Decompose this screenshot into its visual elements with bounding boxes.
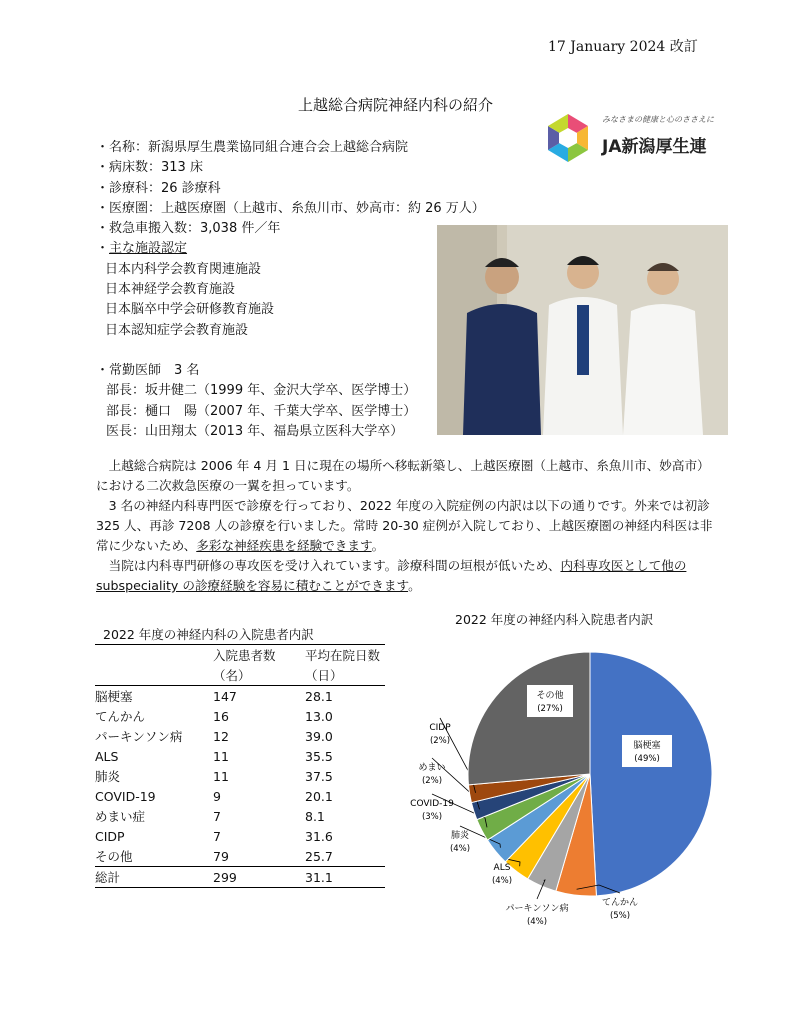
logo-tagline: みなさまの健康と心のささえに [602, 115, 714, 124]
slice-percent-label: (4%) [449, 844, 471, 854]
info-ambulance: ・救急車搬入数：3,038 件／年 [96, 221, 281, 237]
slice-label: めまい [418, 763, 446, 773]
slice-label: その他 [536, 691, 564, 701]
slice-percent-label: (2%) [421, 776, 443, 786]
doctors-heading: ・常勤医師 3 名 [96, 362, 200, 378]
pie-slice [590, 652, 712, 896]
table-row: パーキンソン病 12 39.0 [95, 728, 333, 744]
table-row: COVID-19 9 20.1 [95, 788, 333, 804]
paragraph-cases: 3 名の神経内科専門医で診療を行っており、2022 年度の入院症例の内訳は以下の通りです。外来では初診 325 人、再診 7208 人の診療を行いました。常時 20-30 症例が入院しており、上越医療圏の神経内科医は非常に少ないため、多彩な神経疾患を経験できます。 [96, 498, 713, 553]
col-header-patients: 入院患者数 [213, 648, 276, 663]
slice-label: CIDP [429, 723, 451, 733]
table-row: ALS 11 35.5 [95, 748, 333, 764]
description [96, 456, 714, 596]
table-title: 2022 年度の神経内科の入院患者内訳 [103, 627, 314, 642]
slice-percent-label: (4%) [526, 917, 548, 927]
table-unit-row [95, 665, 385, 686]
cert-heading: ・主な施設認定 [96, 241, 188, 257]
col-unit-patients: （名） [213, 668, 251, 683]
col-unit-days: （日） [305, 668, 343, 683]
doctor-item: 部長：坂井健二（1999 年、金沢大学卒、医学博士） [106, 383, 417, 399]
info-area: ・医療圏：上越医療圏（上越市、糸魚川市、妙高市：約 26 万人） [96, 200, 485, 216]
cert-item: 日本内科学会教育関連施設 [105, 261, 262, 277]
info-beds: ・病床数：313 床 [96, 160, 203, 176]
pie-slice [468, 652, 590, 785]
admission-table [95, 644, 385, 888]
logo-name: JA新潟厚生連 [602, 137, 707, 157]
info-name: ・名称：新潟県厚生農業協同組合連合会上越総合病院 [96, 140, 409, 155]
col-header-days: 平均在院日数 [305, 648, 381, 663]
hospital-info [96, 138, 485, 442]
table-header-row [95, 645, 385, 666]
table-row: めまい症 7 8.1 [95, 808, 325, 824]
slice-percent-label: (2%) [429, 736, 451, 746]
slice-label: パーキンソン病 [505, 904, 569, 914]
paragraph-history: 上越総合病院は 2006 年 4 月 1 日に現在の場所へ移転新築し、上越医療圏（上越市、糸魚川市、妙高市）における二次救急医療の一翼を担っています。 [96, 458, 710, 493]
doctor-item: 医長：山田翔太（2013 年、福島県立医科大学卒） [106, 423, 404, 439]
cert-item: 日本神経学会教育施設 [105, 282, 236, 298]
organization-logo [540, 110, 714, 170]
slice-percent-label: (3%) [421, 812, 443, 822]
table-row: その他 79 25.7 [95, 846, 385, 867]
slice-label: てんかん [601, 898, 639, 908]
slice-label: 肺炎 [450, 831, 470, 841]
hexagon-logo-icon [540, 110, 596, 166]
info-departments: ・診療科：26 診療科 [96, 180, 221, 196]
chart-title: 2022 年度の神経内科入院患者内訳 [455, 612, 654, 627]
slice-percent-label: (49%) [634, 754, 660, 764]
slice-percent-label: (5%) [609, 911, 631, 921]
doctor-item: 部長：樋口 陽（2007 年、千葉大学卒、医学博士） [106, 403, 417, 419]
table-row: 肺炎 11 37.5 [95, 768, 333, 784]
slice-label: ALS [493, 863, 511, 873]
revision-date: 17 January 2024 改訂 [548, 39, 698, 55]
table-row: 脳梗塞 147 28.1 [95, 688, 333, 704]
slice-percent-label: (27%) [537, 704, 563, 714]
cert-item: 日本脳卒中学会研修教育施設 [105, 302, 275, 318]
table-row: CIDP 7 31.6 [95, 828, 333, 844]
page-title: 上越総合病院神経内科の紹介 [297, 96, 493, 114]
slice-label: COVID-19 [410, 799, 454, 809]
cert-item: 日本認知症学会教育施設 [105, 322, 249, 338]
table-total-row: 総計 299 31.1 [95, 867, 385, 888]
pie-chart [390, 630, 730, 940]
paragraph-residency: 当院は内科専門研修の専攻医を受け入れています。診療科間の垣根が低いため、内科専攻医として他の subspeciality の診療経験を容易に積むことができます。 [96, 558, 687, 593]
slice-label: 脳梗塞 [633, 741, 661, 751]
table-row: てんかん 16 13.0 [95, 708, 333, 724]
slice-percent-label: (4%) [491, 876, 513, 886]
staff-photo [437, 225, 728, 435]
